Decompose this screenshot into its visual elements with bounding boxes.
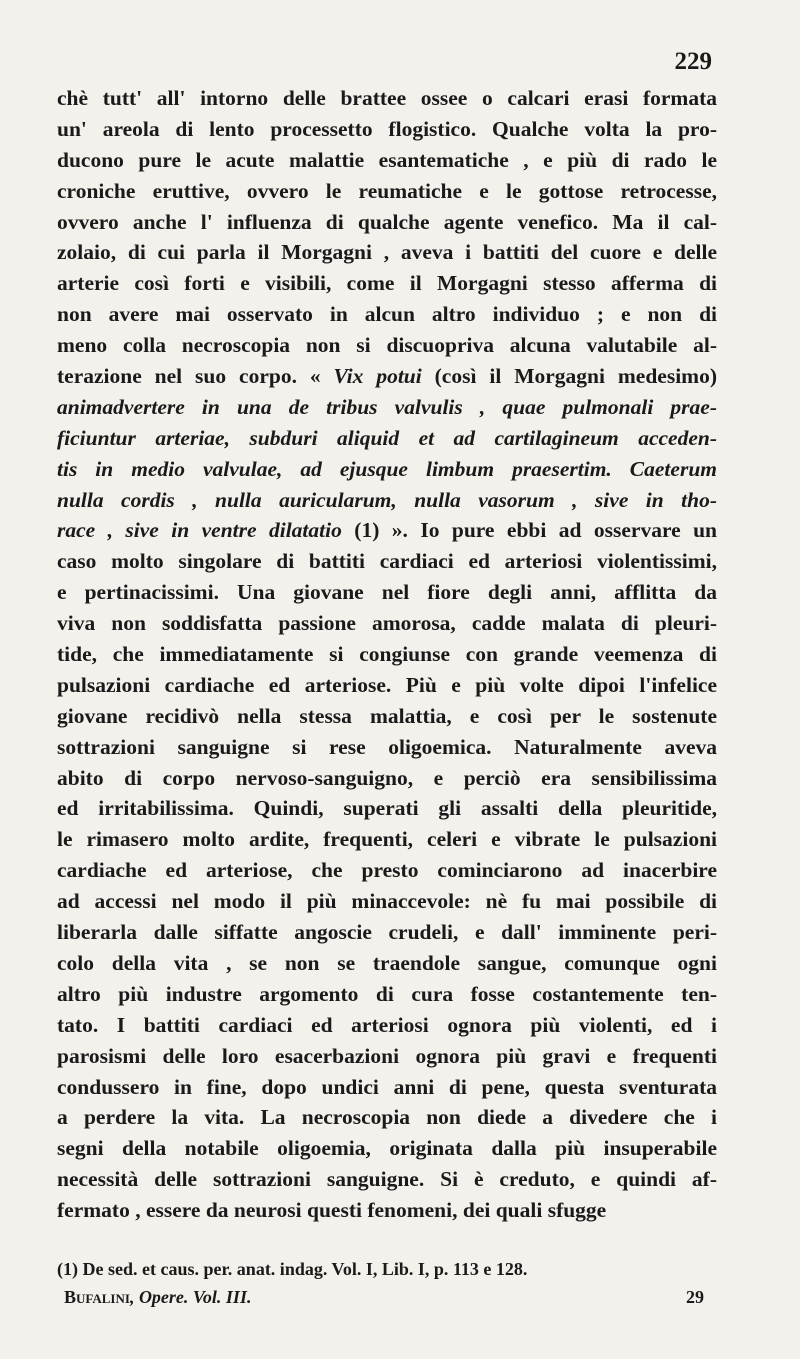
text-line: altro più industre argomento di cura fosse costantemente ten- — [57, 981, 717, 1006]
text-line: e pertinacissimi. Una giovane nel fiore degli anni, afflitta da — [57, 580, 717, 605]
text-line: meno colla necroscopia non si discuopriva alcuna valutabile al- — [57, 333, 717, 358]
text-line: ad accessi nel modo il più minaccevole: nè fu mai possibile di — [57, 889, 717, 914]
footer-author: Bufalini — [64, 1287, 130, 1307]
text-line: ovvero anche l' influenza di qualche agente venefico. Ma il cal- — [57, 209, 717, 234]
text-line: le rimasero molto ardite, frequenti, celeri e vibrate le pulsazioni — [57, 827, 717, 852]
text-line: non avere mai osservato in alcun altro individuo ; e non di — [57, 302, 717, 327]
text-line: caso molto singolare di battiti cardiaci ed arteriosi violentissimi, — [57, 549, 717, 574]
footer-work: , Opere. Vol. III. — [129, 1287, 252, 1307]
text-line: tato. I battiti cardiaci ed arteriosi ognora più violenti, ed i — [57, 1012, 717, 1037]
text-line: segni della notabile oligoemia, originata dalla più insuperabile — [57, 1136, 717, 1161]
latin-quote-line: animadvertere in una de tribus valvulis , quae pulmonali prae- — [57, 394, 717, 419]
text-line — [57, 515, 717, 546]
text-run: (così il Morgagni medesimo) — [421, 364, 717, 389]
text-line: croniche eruttive, ovvero le reumatiche e le gottose retrocesse, — [57, 178, 717, 203]
text-line: colo della vita , se non se traendole sangue, comunque ogni — [57, 950, 717, 975]
latin-quote-line: ficiuntur arteriae, subduri aliquid et ad cartilagineum acceden- — [57, 425, 717, 450]
text-line — [57, 361, 717, 392]
sheet-signature: 29 — [686, 1287, 704, 1307]
text-line: pulsazioni cardiache ed arteriose. Più e più volte dipoi l'infelice — [57, 672, 717, 697]
signature-footer — [64, 1283, 704, 1311]
text-line: parosismi delle loro esacerbazioni ognora più gravi e frequenti — [57, 1043, 717, 1068]
page-number: 229 — [674, 48, 712, 75]
footnote: (1) De sed. et caus. per. anat. indag. Vol. I, Lib. I, p. 113 e 128. — [57, 1259, 528, 1279]
latin-quote-run: race , sive in ventre dilatatio — [57, 518, 342, 543]
text-line: zolaio, di cui parla il Morgagni , aveva i battiti del cuore e delle — [57, 240, 717, 265]
text-line: abito di corpo nervoso-sanguigno, e perciò era sensibilissima — [57, 765, 717, 790]
text-line: sottrazioni sanguigne si rese oligoemica. Naturalmente aveva — [57, 734, 717, 759]
text-line: un' areola di lento processetto flogistico. Qualche volta la pro- — [57, 116, 717, 141]
text-line: necessità delle sottrazioni sanguigne. Si è creduto, e quindi af- — [57, 1167, 717, 1192]
text-line: tide, che immediatamente si congiunse con grande veemenza di — [57, 642, 717, 667]
latin-quote-run: Vix potui — [333, 364, 422, 389]
text-line: viva non soddisfatta passione amorosa, cadde malata di pleuri- — [57, 611, 717, 636]
text-line: giovane recidivò nella stessa malattia, e così per le sostenute — [57, 703, 717, 728]
body-text — [57, 83, 717, 1226]
text-line: condussero in fine, dopo undici anni di pene, questa sventurata — [57, 1074, 717, 1099]
text-run: (1) ». Io pure ebbi ad osservare un — [341, 518, 717, 543]
text-line: cardiache ed arteriose, che presto cominciarono ad inacerbire — [57, 858, 717, 883]
text-line: fermato , essere da neurosi questi fenomeni, dei quali sfugge — [57, 1198, 607, 1223]
text-line: a perdere la vita. La necroscopia non diede a divedere che i — [57, 1105, 717, 1130]
text-line: chè tutt' all' intorno delle brattee ossee o calcari erasi formata — [57, 86, 717, 110]
latin-quote-line: nulla cordis , nulla auricularum, nulla vasorum , sive in tho- — [57, 487, 717, 512]
text-line: ducono pure le acute malattie esantematiche , e più di rado le — [57, 147, 717, 172]
text-line: liberarla dalle siffatte angoscie crudeli, e dall' imminente peri- — [57, 920, 717, 945]
text-line: ed irritabilissima. Quindi, superati gli assalti della pleuritide, — [57, 796, 717, 821]
latin-quote-line: tis in medio valvulae, ad ejusque limbum praesertim. Caeterum — [57, 456, 717, 481]
text-line: arterie così forti e visibili, come il Morgagni stesso afferma di — [57, 271, 717, 296]
text-run: terazione nel suo corpo. « — [57, 364, 334, 389]
